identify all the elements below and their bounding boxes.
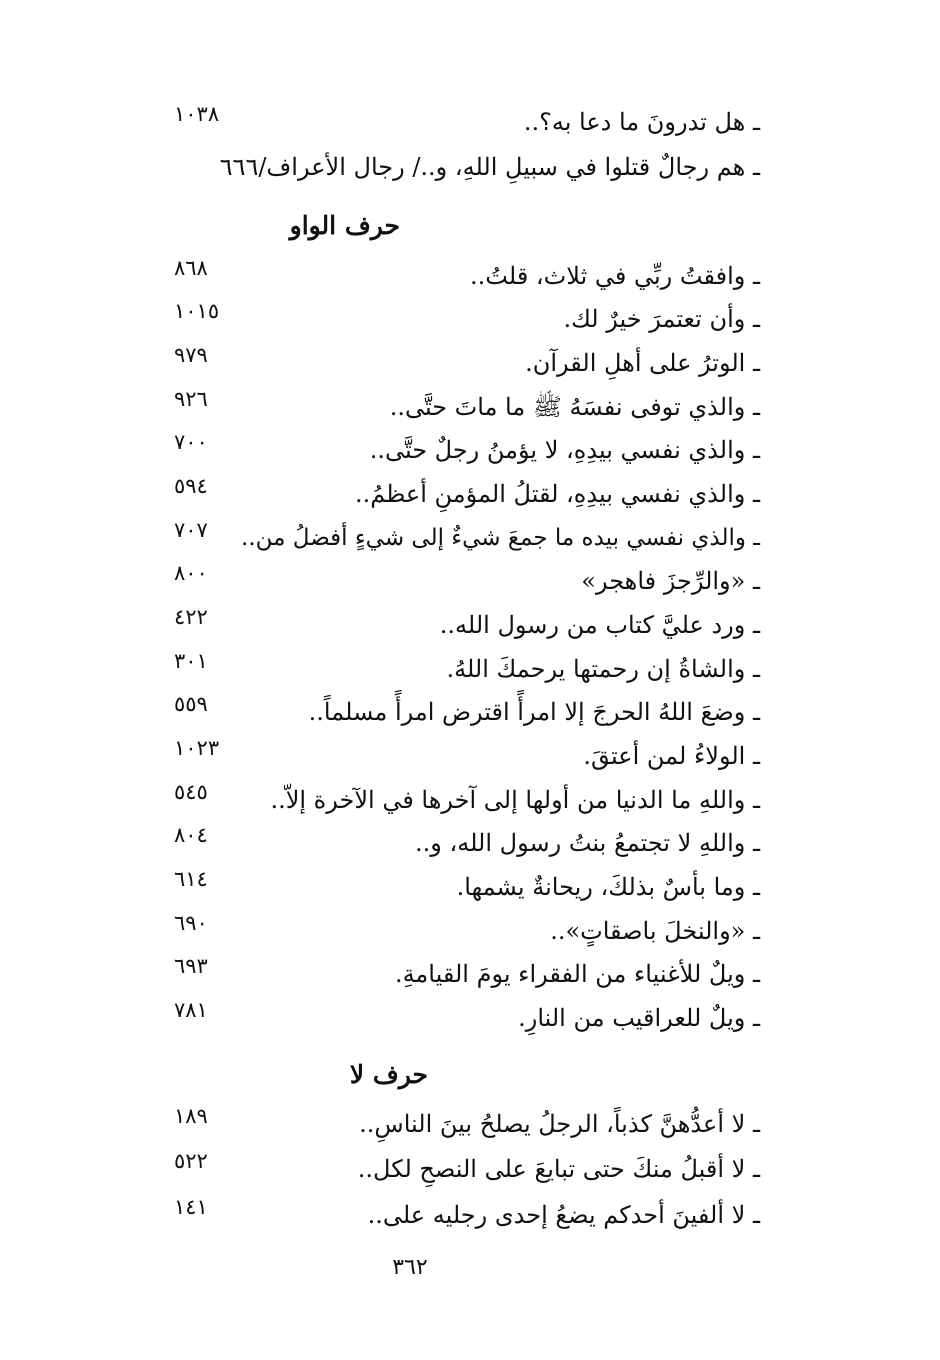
index-entry [160, 692, 760, 732]
entry-text: ـ والذي نفسي بيدِهِ، لقتلُ المؤمنِ أعظمُ.. [355, 480, 760, 508]
section-heading-waw: حرف الواو [289, 211, 400, 240]
index-entry [160, 518, 760, 558]
section-heading-la: حرف لا [349, 1060, 428, 1089]
entry-text: ـ هل تدرونَ ما دعا به؟.. [523, 108, 760, 136]
entry-text: ـ واللهِ لا تجتمعُ بنتُ رسول الله، و.. [415, 829, 760, 857]
index-entry [160, 867, 760, 907]
index-entry [160, 474, 760, 514]
index-entry [160, 299, 760, 339]
entry-text: ـ وضعَ اللهُ الحرجَ إلا امرأً اقترض امرأً مسلماً.. [308, 698, 760, 726]
entry-number: ٧٠٠ [174, 430, 208, 454]
entry-text: ـ لا ألفينَ أحدكم يضعُ إحدى رجليه على.. [367, 1201, 760, 1229]
entry-number: ١٠٣٨ [174, 102, 220, 126]
index-entry [160, 1104, 760, 1144]
index-entry [160, 823, 760, 863]
index-entry [160, 147, 760, 187]
index-entry [160, 1195, 760, 1235]
entry-text: ـ والذي نفسي بيدِهِ، لا يؤمنُ رجلٌ حتَّى.. [369, 436, 760, 464]
entry-text: ـ وافقتُ ربِّي في ثلاث، قلتُ.. [470, 262, 760, 290]
entry-number: ١٨٩ [174, 1104, 208, 1128]
index-entry [160, 102, 760, 142]
index-entry [160, 561, 760, 601]
entry-number: ٧٨١ [174, 998, 208, 1022]
entry-number: ٧٠٧ [174, 518, 208, 542]
entry-text: ـ الولاءُ لمن أعتقَ. [583, 742, 760, 770]
entry-text: ـ ويلٌ للأغنياء من الفقراء يومَ القيامةِ. [394, 960, 760, 988]
entry-text: ـ واللهِ ما الدنيا من أولها إلى آخرها في الآخرة إلاّ.. [270, 786, 760, 814]
index-entry [160, 605, 760, 645]
index-entry [160, 430, 760, 470]
entry-number: ٦٩٠ [174, 911, 208, 935]
page-number: ٣٦٢ [392, 1255, 428, 1280]
entry-number: ٥٤٥ [174, 780, 208, 804]
index-entry [160, 736, 760, 776]
entry-text: ـ والذي توفى نفسَهُ ﷺ ما ماتَ حتَّى.. [389, 393, 760, 421]
entry-number: ٨٦٨ [174, 256, 208, 280]
index-entry [160, 649, 760, 689]
index-entry [160, 1149, 760, 1189]
entry-number: ٣٠١ [174, 649, 208, 673]
entry-number: ٥٢٢ [174, 1149, 208, 1173]
index-entry [160, 387, 760, 427]
index-entry [160, 998, 760, 1038]
entry-number: ٥٥٩ [174, 692, 208, 716]
index-entry [160, 780, 760, 820]
index-entry [160, 954, 760, 994]
index-entry [160, 911, 760, 951]
entry-text: ـ لا أعدُّهنَّ كذباً، الرجلُ يصلحُ بينَ الناسِ.. [359, 1110, 760, 1138]
entry-text: ـ وما بأسٌ بذلكَ، ريحانةٌ يشمها. [456, 873, 760, 901]
entry-number: ١٠١٥ [174, 299, 220, 323]
entry-text: ـ والذي نفسي بيده ما جمعَ شيءٌ إلى شيءٍ أفضلُ من.. [241, 525, 760, 551]
entry-text: ـ «والنخلَ باصقاتٍ».. [550, 917, 760, 945]
entry-text: ـ والشاةُ إن رحمتها يرحمكَ اللهُ. [446, 655, 760, 683]
entry-number: ٩٢٦ [174, 387, 208, 411]
entry-number: ٦١٤ [174, 867, 208, 891]
entry-text: ـ وأن تعتمرَ خيرٌ لك. [563, 305, 760, 333]
entry-text: ـ ورد عليَّ كتاب من رسول الله.. [439, 611, 760, 639]
entry-number: ٨٠٤ [174, 823, 208, 847]
entry-number: ٥٩٤ [174, 474, 208, 498]
entry-text: ـ الوترُ على أهلِ القرآن. [525, 349, 760, 377]
index-entry [160, 343, 760, 383]
entry-number: ٦٩٣ [174, 954, 208, 978]
entry-number: ٤٢٢ [174, 605, 208, 629]
entry-text: ـ «والرِّجزَ فاهجر» [581, 567, 760, 595]
entry-text: ـ ويلٌ للعراقيب من النارِ. [518, 1004, 760, 1032]
entry-number: ١٠٢٣ [174, 736, 220, 760]
entry-number: ٨٠٠ [174, 561, 208, 585]
entry-number: ١٤١ [174, 1195, 208, 1219]
entry-text: ـ هم رجالٌ قتلوا في سبيلِ اللهِ، و../ رجال الأعراف/٦٦٦ [219, 153, 760, 181]
index-entry [160, 256, 760, 296]
entry-text: ـ لا أقبلُ منكَ حتى تبايعَ على النصحِ لكل.. [357, 1155, 760, 1183]
entry-number: ٩٧٩ [174, 343, 208, 367]
